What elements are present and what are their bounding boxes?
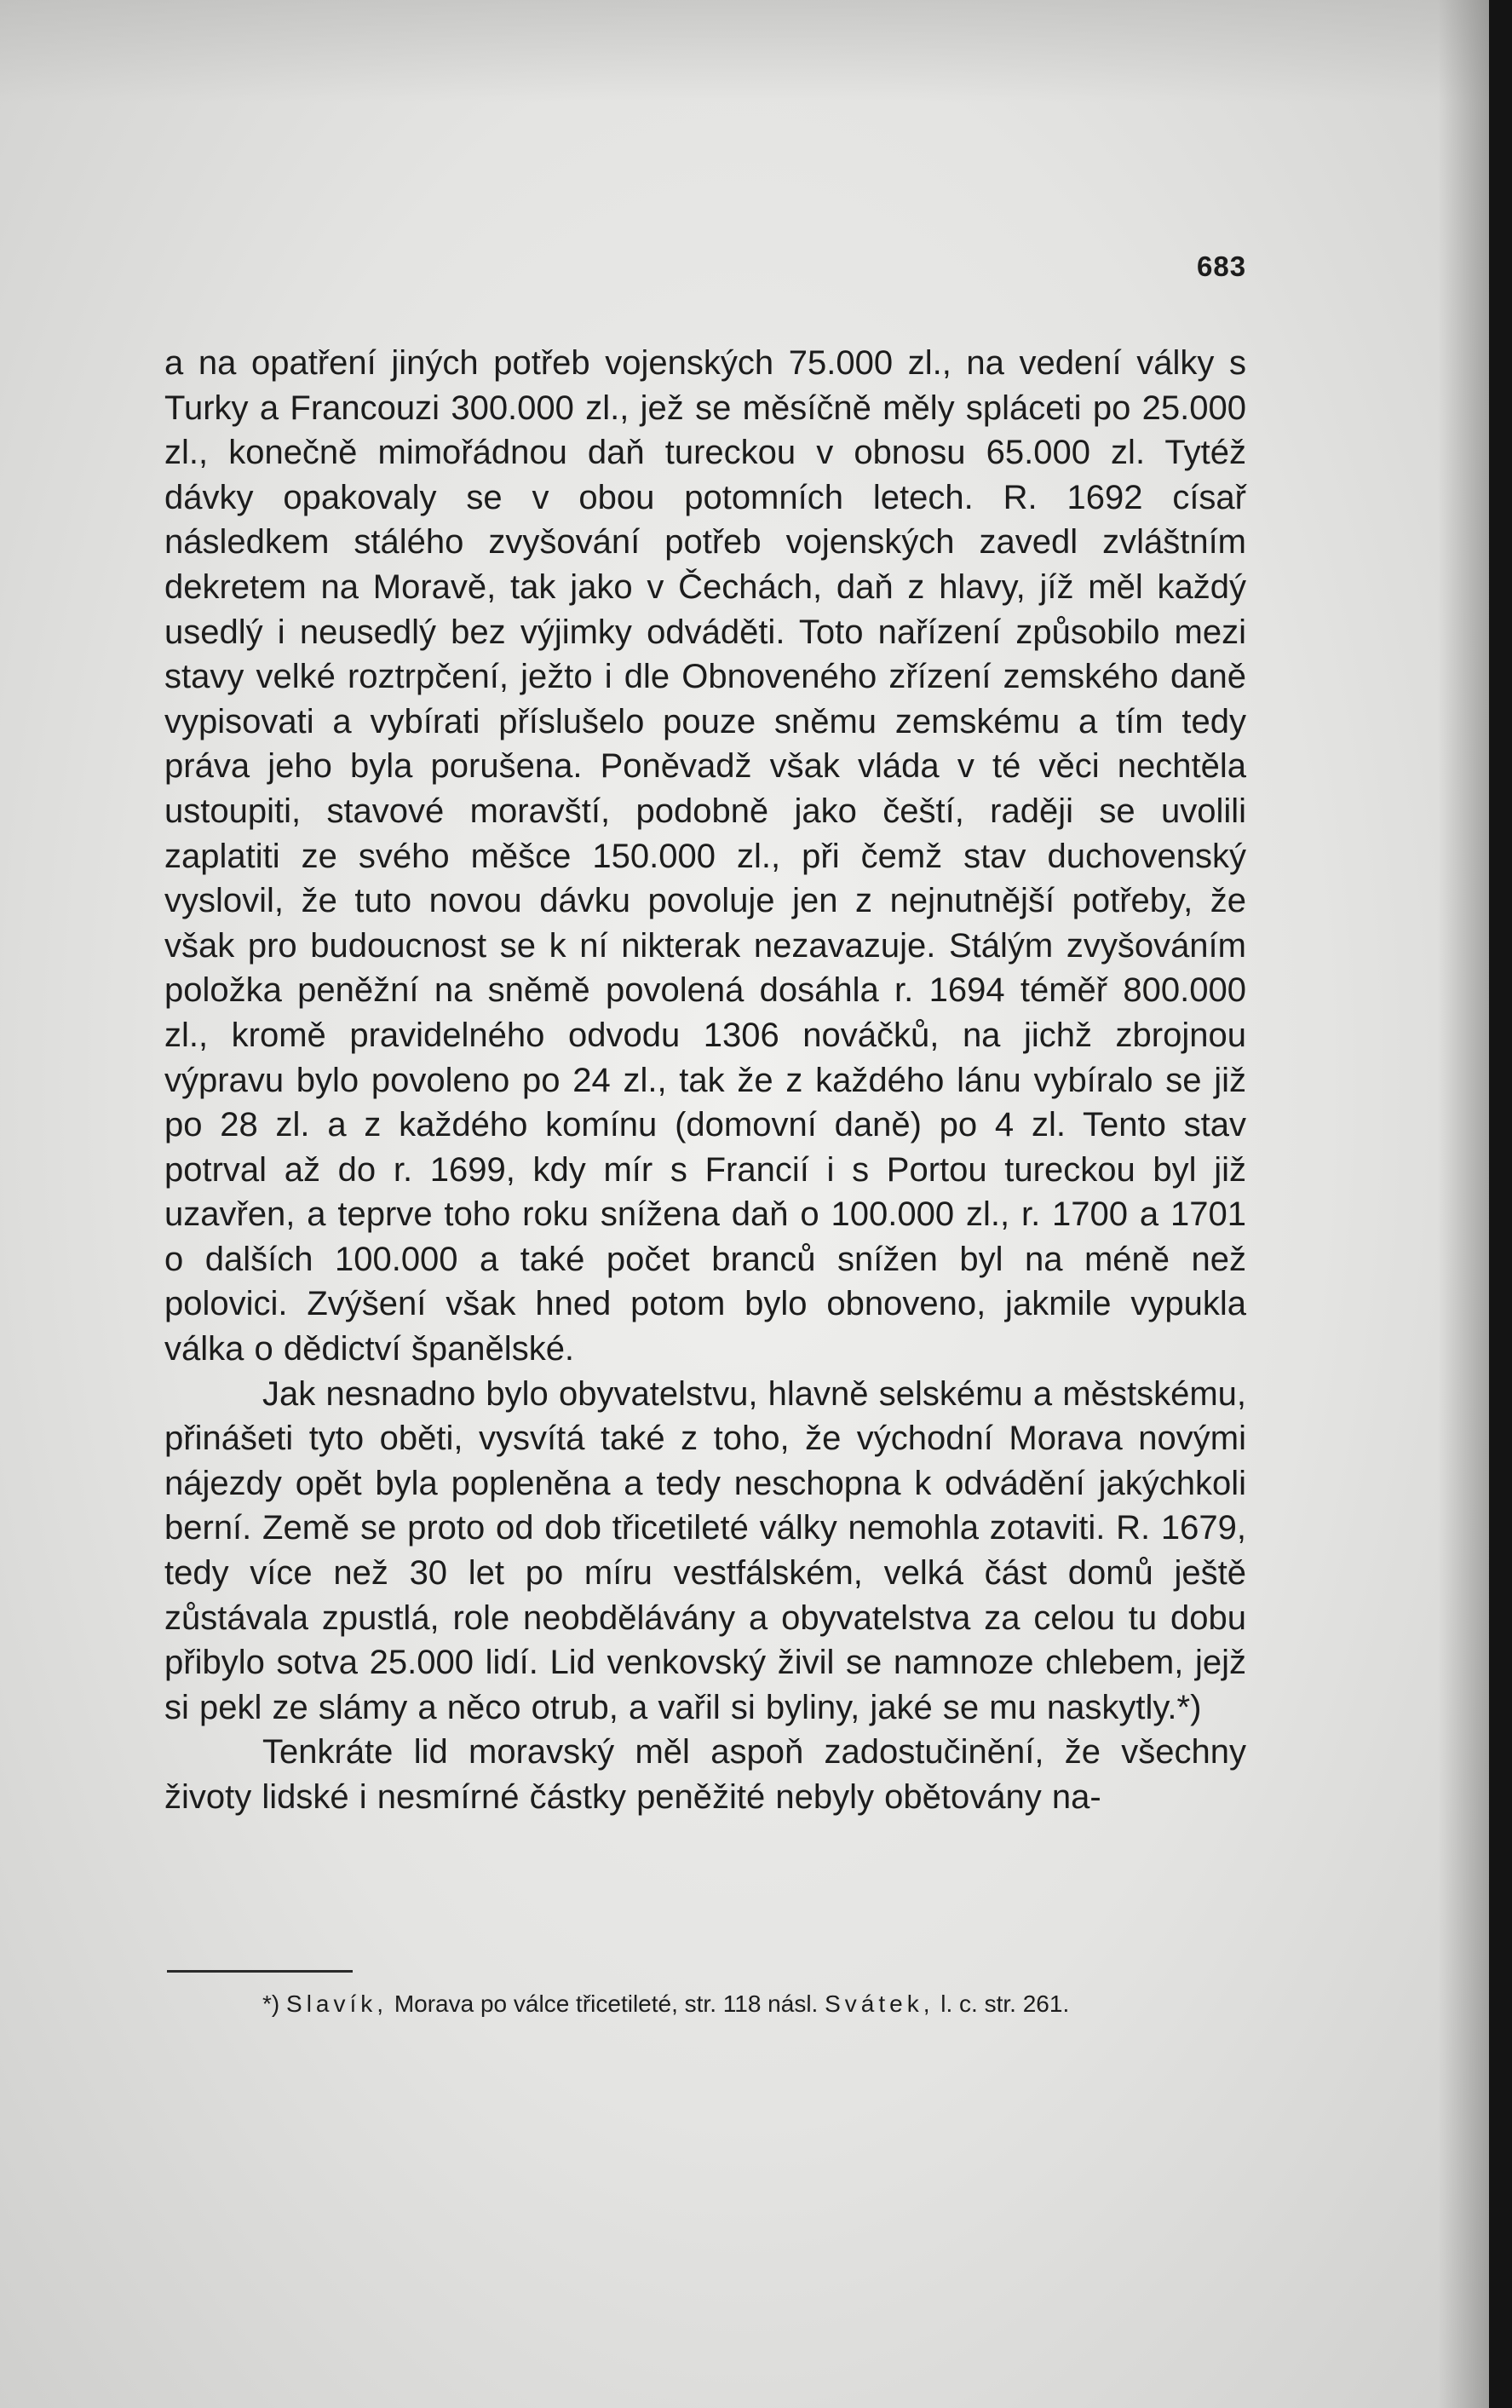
footnote-source-2: l. c. str. 261. bbox=[940, 1990, 1070, 2017]
page-number: 683 bbox=[1197, 251, 1247, 282]
paragraph-2: Jak nesnadno bylo obyvatelstvu, hlavně selskému a městskému, přinášeti tyto oběti, vysvítá také z toho, že východní Morava novými nájezdy opět byla popleněna a tedy neschopna k odvádění jakýchkoli berní. Země se proto od dob třicetileté války nemohla zotaviti. R. 1679, tedy více než 30 let po míru vestfálském, velká část domů ještě zůstávala zpustlá, role neobdělávány a obyvatelstva za celou tu dobu přibylo sotva 25.000 lidí. Lid venkovský živil se namnoze chlebem, jejž si pekl ze slámy a něco otrub, a vařil si byliny, jaké se mu naskytly.*) bbox=[164, 1374, 1246, 1726]
footnote-marker: *) bbox=[262, 1990, 280, 2017]
footnote-divider bbox=[167, 1970, 353, 1973]
main-text bbox=[164, 341, 1246, 1820]
footnote-author-slavik: Slavík, bbox=[286, 1990, 388, 2017]
footnote bbox=[167, 1987, 1242, 2021]
footnote-author-svatek: Svátek, bbox=[825, 1990, 934, 2017]
paragraph-1: a na opatření jiných potřeb vojenských 75.000 zl., na vedení války s Turky a Francouzi 300.000 zl., jež se měsíčně měly spláceti po 25.000 zl., konečně mimořádnou daň tureckou v obnosu 65.000 zl. Tytéž dávky opakovaly se v obou potomních letech. R. 1692 císař následkem stálého zvyšování potřeb vojenských zavedl zvláštním dekretem na Moravě, tak jako v Čechách, daň z hlavy, jíž měl každý usedlý i neusedlý bez výjimky odváděti. Toto nařízení způsobilo mezi stavy velké roztrpčení, ježto i dle Obnoveného zřízení zemského daně vypisovati a vybírati příslušelo pouze sněmu zemskému a tím tedy práva jeho byla porušena. Poněvadž však vláda v té věci nechtěla ustoupiti, stavové moravští, podobně jako čeští, raději se uvolili zaplatiti ze svého měšce 150.000 zl., při čemž stav duchovenský vyslovil, že tuto novou dávku povoluje jen z nejnutnější potřeby, že však pro budoucnost se k ní nikterak nezavazuje. Stálým zvyšováním položka peněžní na sněmě povolená dosáhla r. 1694 téměř 800.000 zl., kromě pravidelného odvodu 1306 nováčků, na jichž zbrojnou výpravu bylo povoleno po 24 zl., tak že z každého lánu vybíralo se již po 28 zl. a z každého komínu (domovní daně) po 4 zl. Tento stav potrval až do r. 1699, kdy mír s Francií i s Portou tureckou byl již uzavřen, a teprve toho roku snížena daň o 100.000 zl., r. 1700 a 1701 o dalších 100.000 a také počet branců snížen byl na méně než polovici. Zvýšení však hned potom bylo obnoveno, jakmile vypukla válka o dědictví španělské. bbox=[164, 344, 1246, 1368]
footnote-source-1: Morava po válce třicetileté, str. 118 násl. bbox=[394, 1990, 819, 2017]
paragraph-3: Tenkráte lid moravský měl aspoň zadostučinění, že všechny životy lidské i nesmírné částky peněžité nebyly obětovány na- bbox=[164, 1733, 1246, 1816]
